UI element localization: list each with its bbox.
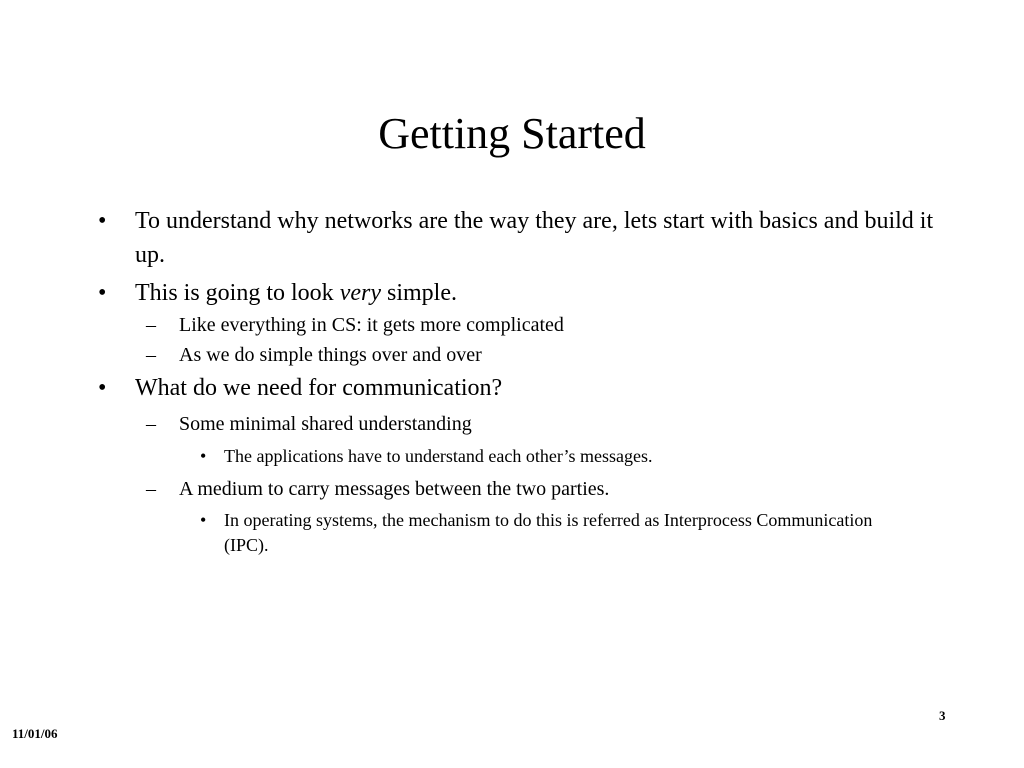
footer-date: 11/01/06 [12,726,58,741]
sub-sub-bullet-3-2-1: In operating systems, the mechanism to do this is referred as Interprocess Communication (IPC). [224,510,873,555]
bullet-marker: • [98,280,107,306]
sub-bullet-2-1: Like everything in CS: it gets more complicated [179,314,564,336]
dash-marker: – [146,314,156,336]
bullet-text-1: To understand why networks are the way they are, lets start with basics and build it up. [135,208,934,268]
slide-title: Getting Started [378,109,646,158]
dash-marker: – [146,478,156,500]
bullet-marker: • [200,446,207,466]
sub-bullet-2-2: As we do simple things over and over [179,344,482,366]
dash-marker: – [146,413,156,435]
sub-bullet-3-1: Some minimal shared understanding [179,413,472,435]
bullet-text-2-emphasis: very [339,280,381,306]
bullet-text-2-post: simple. [380,280,457,306]
bullet-marker: • [98,208,107,234]
page-number: 3 [939,708,946,723]
sub-bullet-3-2: A medium to carry messages between the two parties. [179,478,610,500]
sub-sub-bullet-3-1-1: The applications have to understand each other’s messages. [224,446,653,466]
bullet-marker: • [98,375,107,401]
bullet-text-3: What do we need for communication? [135,375,503,401]
bullet-text-2-pre: This is going to look [135,280,340,306]
bullet-marker: • [200,510,207,530]
bullet-text-2 [135,276,955,310]
dash-marker: – [146,344,156,366]
